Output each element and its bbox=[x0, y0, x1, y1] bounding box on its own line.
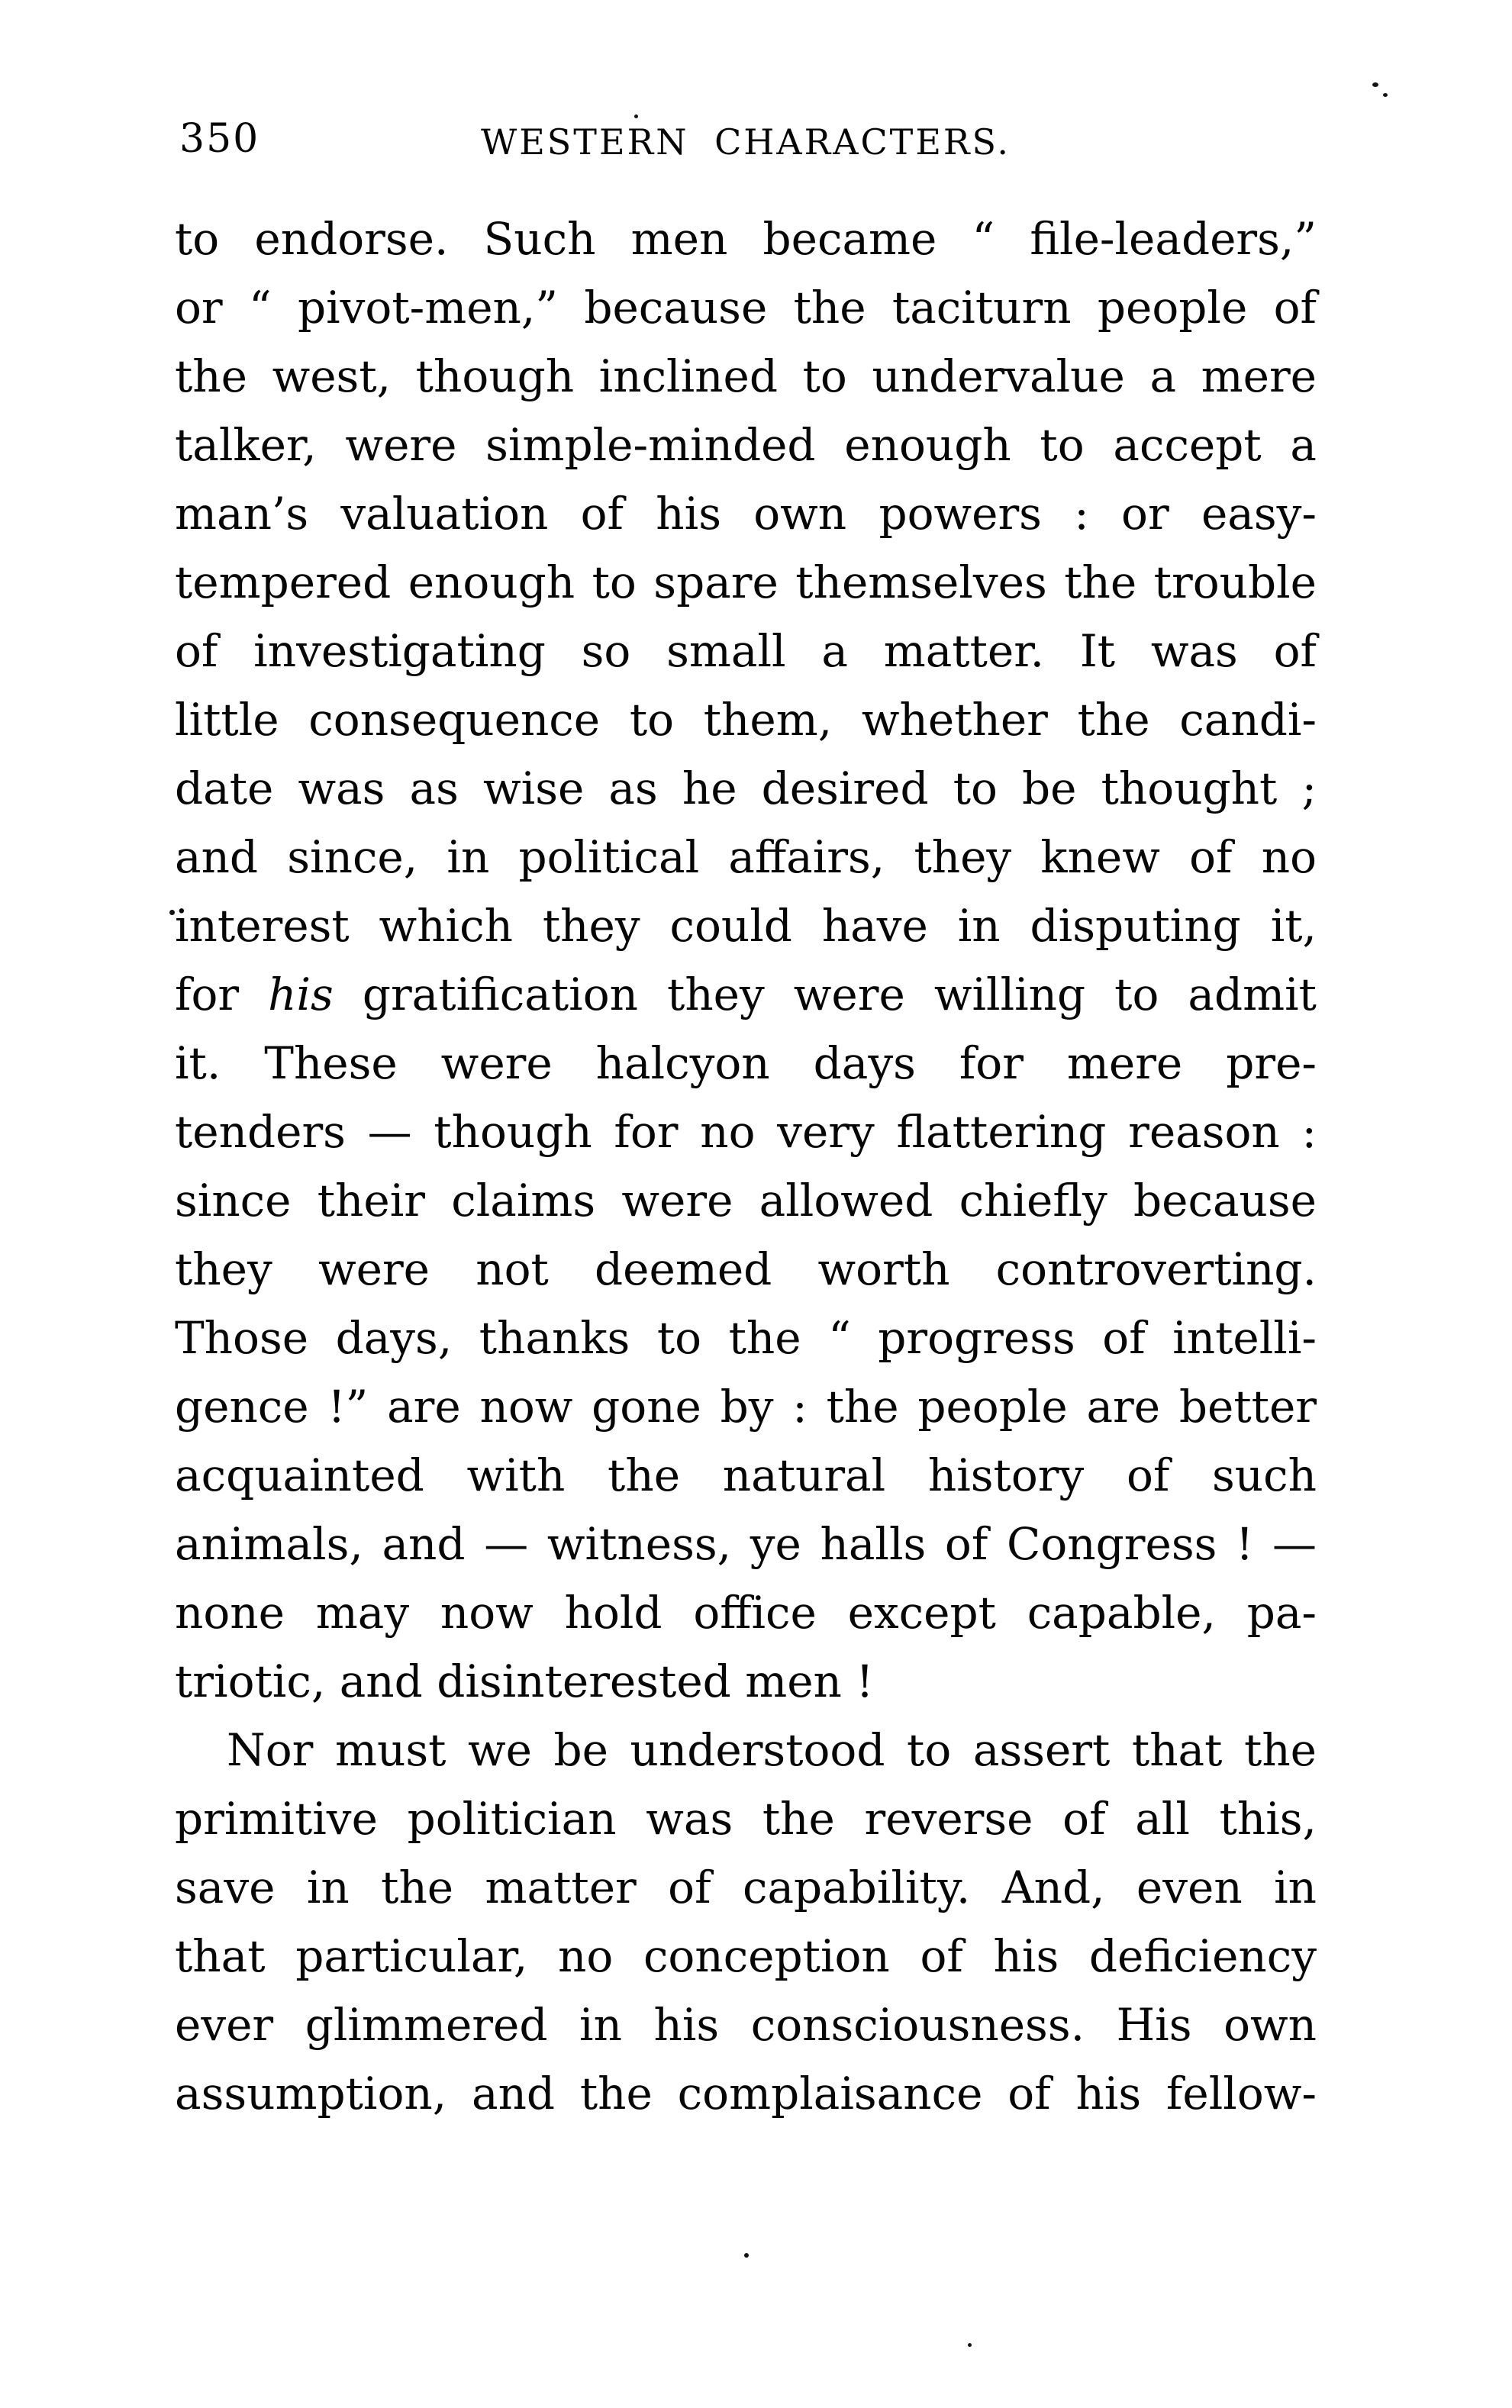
text-segment: Nor must we be understood to assert that the bbox=[227, 1724, 1317, 1776]
text-segment: to endorse. Such men became “ file-leaders,” bbox=[175, 213, 1317, 265]
running-title: WESTERN CHARACTERS. bbox=[480, 121, 1011, 163]
text-segment: of investigating so small a matter. It was of bbox=[175, 625, 1317, 677]
text-segment: that particular, no conception of his deficiency bbox=[175, 1930, 1317, 1982]
scan-speck bbox=[744, 2253, 749, 2258]
text-segment: or “ pivot-men,” because the taciturn people of bbox=[175, 282, 1317, 334]
text-segment: since their claims were allowed chiefly because bbox=[175, 1175, 1317, 1227]
text-segment: talker, were simple-minded enough to accept a bbox=[175, 419, 1317, 471]
text-line bbox=[175, 1647, 1317, 1716]
text-segment: ever glimmered in his consciousness. His own bbox=[175, 1999, 1317, 2051]
text-line bbox=[175, 891, 1317, 960]
page-header bbox=[175, 114, 1317, 168]
page-number: 350 bbox=[179, 116, 260, 162]
scan-speck bbox=[968, 2343, 972, 2347]
text-line bbox=[175, 1029, 1317, 1098]
text-segment: tempered enough to spare themselves the trouble bbox=[175, 556, 1317, 608]
text-segment: save in the matter of capability. And, even in bbox=[175, 1862, 1317, 1913]
text-segment: and since, in political affairs, they knew of no bbox=[175, 831, 1317, 883]
text-segment: date was as wise as he desired to be thought ; bbox=[175, 762, 1317, 814]
scan-speck bbox=[1372, 82, 1378, 87]
text-line bbox=[175, 2059, 1317, 2128]
text-line bbox=[175, 1304, 1317, 1372]
scan-speck bbox=[1383, 93, 1388, 97]
text-line bbox=[175, 479, 1317, 548]
text-segment: they were not deemed worth controverting. bbox=[175, 1243, 1317, 1295]
text-line bbox=[175, 1922, 1317, 1991]
text-segment: gratification they were willing to admit bbox=[333, 969, 1317, 1020]
text-line bbox=[175, 1166, 1317, 1235]
text-segment: assumption, and the complaisance of his fellow- bbox=[175, 2068, 1317, 2119]
text-line bbox=[175, 1235, 1317, 1304]
text-line bbox=[175, 205, 1317, 273]
text-line bbox=[175, 1098, 1317, 1166]
text-line bbox=[175, 1372, 1317, 1441]
text-segment: man’s valuation of his own powers : or easy- bbox=[175, 488, 1317, 540]
scan-speck bbox=[634, 114, 638, 118]
text-line bbox=[175, 1441, 1317, 1510]
page-text bbox=[175, 205, 1317, 2128]
text-segment: triotic, and disinterested men ! bbox=[175, 1655, 874, 1707]
text-segment: the west, though inclined to undervalue a mere bbox=[175, 350, 1317, 402]
text-line bbox=[175, 754, 1317, 823]
text-segment: interest which they could have in disputing it, bbox=[175, 900, 1317, 952]
text-segment: it. These were halcyon days for mere pre- bbox=[175, 1037, 1317, 1089]
text-line bbox=[175, 342, 1317, 411]
text-segment: primitive politician was the reverse of all this, bbox=[175, 1793, 1317, 1845]
text-line bbox=[175, 273, 1317, 342]
text-line bbox=[175, 1716, 1317, 1784]
italic-text: his bbox=[268, 969, 334, 1020]
text-line bbox=[175, 685, 1317, 754]
text-segment: for bbox=[175, 969, 269, 1020]
text-segment: tenders — though for no very flattering reason : bbox=[175, 1106, 1317, 1158]
text-segment: acquainted with the natural history of such bbox=[175, 1449, 1317, 1501]
text-segment: animals, and — witness, ye halls of Congress ! — bbox=[175, 1518, 1317, 1570]
text-segment: gence !” are now gone by : the people are better bbox=[175, 1381, 1317, 1433]
text-line bbox=[175, 548, 1317, 617]
text-line bbox=[175, 617, 1317, 685]
text-line bbox=[175, 1991, 1317, 2059]
text-segment: Those days, thanks to the “ progress of intelli- bbox=[175, 1312, 1317, 1364]
scan-speck bbox=[169, 910, 175, 915]
text-line bbox=[175, 1510, 1317, 1578]
text-line bbox=[175, 823, 1317, 891]
text-segment: none may now hold office except capable, pa- bbox=[175, 1587, 1317, 1639]
text-segment: little consequence to them, whether the candi- bbox=[175, 694, 1317, 746]
text-line bbox=[175, 1853, 1317, 1922]
text-line bbox=[175, 1578, 1317, 1647]
text-line bbox=[175, 960, 1317, 1029]
text-line bbox=[175, 1784, 1317, 1853]
text-line bbox=[175, 411, 1317, 479]
